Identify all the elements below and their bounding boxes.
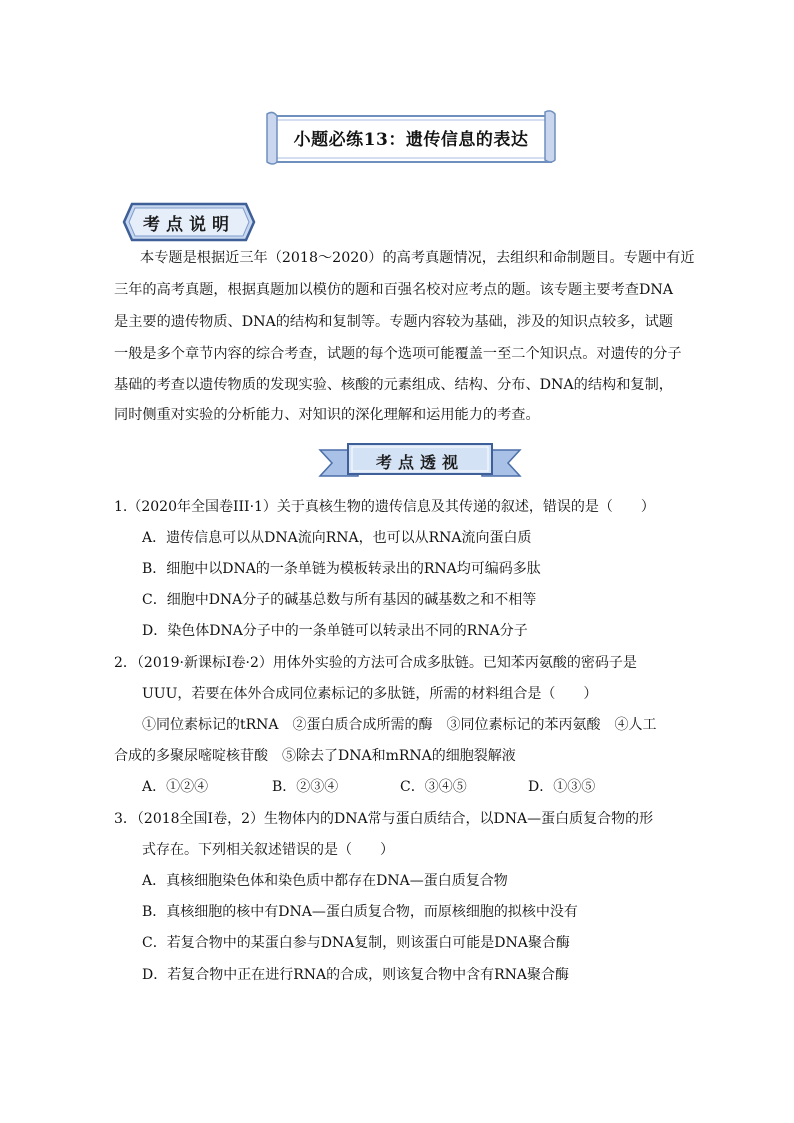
question-3-option-d: D．若复合物中正在进行RNA的合成，则该复合物中含有RNA聚合酶 xyxy=(142,967,570,983)
question-3-option-c: C．若复合物中的某蛋白参与DNA复制，则该蛋白可能是DNA聚合酶 xyxy=(142,935,570,951)
page-title: 小题必练13：遗传信息的表达 xyxy=(293,130,529,150)
question-3-stem-line-1: 3．（2018全国Ⅰ卷，2）生物体内的DNA常与蛋白质结合，以DNA—蛋白质复合物的形 xyxy=(114,811,654,827)
intro-line-3: 是主要的遗传物质、DNA的结构和复制等。专题内容较为基础，涉及的知识点较多，试题 xyxy=(114,314,673,330)
intro-line-1: 本专题是根据近三年（2018～2020）的高考真题情况，去组织和命制题目。专题中有近 xyxy=(140,250,695,266)
question-1-option-c: C．细胞中DNA分子的碱基总数与所有基因的碱基数之和不相等 xyxy=(142,592,537,608)
question-2-option-a: A．①②④ xyxy=(142,779,209,795)
question-1-stem: 1.（2020年全国卷III·1）关于真核生物的遗传信息及其传递的叙述，错误的是（ ） xyxy=(114,499,655,515)
intro-line-2: 三年的高考真题，根据真题加以模仿的题和百强名校对应考点的题。该专题主要考查DNA xyxy=(114,282,673,298)
question-2-stem-line-2: UUU，若要在体外合成同位素标记的多肽链，所需的材料组合是（ ） xyxy=(142,686,598,702)
section-badge xyxy=(122,202,256,242)
question-2-materials-line-2: 合成的多聚尿嘧啶核苷酸 ⑤除去了DNA和mRNA的细胞裂解液 xyxy=(114,748,516,764)
intro-line-6: 同时侧重对实验的分析能力、对知识的深化理解和运用能力的考查。 xyxy=(114,407,540,423)
intro-line-5: 基础的考查以遗传物质的发现实验、核酸的元素组成、结构、分布、DNA的结构和复制， xyxy=(114,377,673,393)
section-ribbon xyxy=(318,442,522,480)
question-3-option-b: B．真核细胞的核中有DNA—蛋白质复合物，而原核细胞的拟核中没有 xyxy=(142,904,578,920)
question-2-option-b: B．②③④ xyxy=(272,779,339,795)
section-badge-label: 考点说明 xyxy=(143,215,235,235)
intro-line-4: 一般是多个章节内容的综合考查，试题的每个选项可能覆盖一至二个知识点。对遗传的分子 xyxy=(114,346,682,362)
question-1-option-d: D．染色体DNA分子中的一条单链可以转录出不同的RNA分子 xyxy=(142,623,528,639)
question-1-option-b: B．细胞中以DNA的一条单链为模板转录出的RNA均可编码多肽 xyxy=(142,561,541,577)
question-2-stem-line-1: 2．（2019·新课标Ⅰ卷·2）用体外实验的方法可合成多肽链。已知苯丙氨酸的密码子是 xyxy=(114,655,637,671)
question-2-option-d: D．①③⑤ xyxy=(528,779,596,795)
section-ribbon-label: 考点透视 xyxy=(375,453,464,472)
question-2-materials-line-1: ①同位素标记的tRNA ②蛋白质合成所需的酶 ③同位素标记的苯丙氨酸 ④人工 xyxy=(142,717,657,733)
question-2-option-c: C．③④⑤ xyxy=(400,779,467,795)
question-3-stem-line-2: 式存在。下列相关叙述错误的是（ ） xyxy=(142,842,394,858)
title-banner xyxy=(265,110,557,166)
question-1-option-a: A．遗传信息可以从DNA流向RNA，也可以从RNA流向蛋白质 xyxy=(142,530,532,546)
question-3-option-a: A．真核细胞染色体和染色质中都存在DNA—蛋白质复合物 xyxy=(142,873,508,889)
